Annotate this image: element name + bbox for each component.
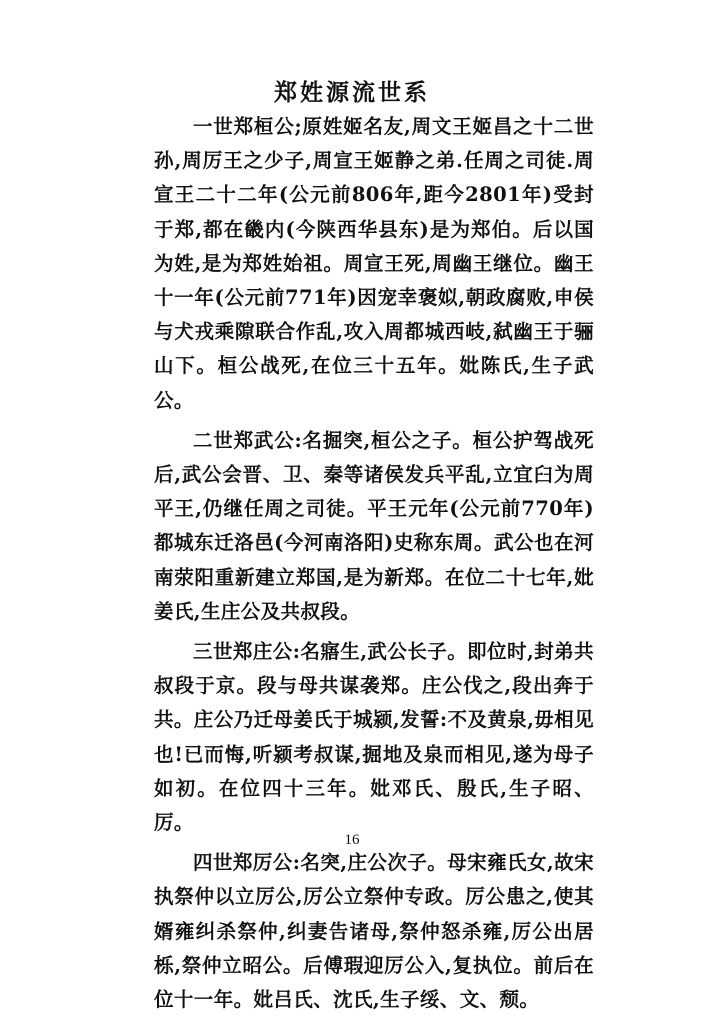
paragraph-generation-3: 三世郑庄公:名寤生,武公长子。即位时,封弟共叔段于京。段与母共谋袭郑。庄公伐之,段出奔于共。庄公乃迁母姜氏于城颍,发誓:不及黄泉,毋相见也!已而悔,听颍考叔谋,掘地及泉而相见,遂为母子如初。在位四十三年。妣邓氏、殷氏,生子昭、厉。 [154,640,594,835]
body-text [154,110,594,1023]
paragraph-generation-4: 四世郑厉公:名突,庄公次子。母宋雍氏女,故宋执祭仲以立厉公,厉公立祭仲专政。厉公患之,使其婿雍纠杀祭仲,纠妻告诸母,祭仲怒杀雍,厉公出居栎,祭仲立昭公。后傅瑕迎厉公入,复执位。前后在位十一年。妣吕氏、沈氏,生子绥、文、颓。 [154,851,594,1012]
page-number: 16 [344,832,360,848]
paragraph-generation-2: 二世郑武公:名掘突,桓公之子。桓公护驾战死后,武公会晋、卫、秦等诸侯发兵平乱,立宜臼为周平王,仍继任周之司徒。平王元年(公元前770年)都城东迁洛邑(今河南洛阳)史称东周。武公也在河南荥阳重新建立郑国,是为新郑。在位二十七年,妣姜氏,生庄公及共叔段。 [154,428,594,623]
paragraph-generation-1: 一世郑桓公;原姓姬名友,周文王姬昌之十二世孙,周厉王之少子,周宣王姬静之弟.任周之司徒.周宣王二十二年(公元前806年,距今2801年)受封于郑,都在畿内(今陕西华县东)是为郑伯。后以国为姓,是为郑姓始祖。周宣王死,周幽王继位。幽王十一年(公元前771年)因宠幸褒姒,朝政腐败,申侯与犬戎乘隙联合作乱,攻入周都城西岐,弑幽王于骊山下。桓公战死,在位三十五年。妣陈氏,生子武公。 [154,115,594,412]
page-title: 郑姓源流世系 [274,79,430,106]
